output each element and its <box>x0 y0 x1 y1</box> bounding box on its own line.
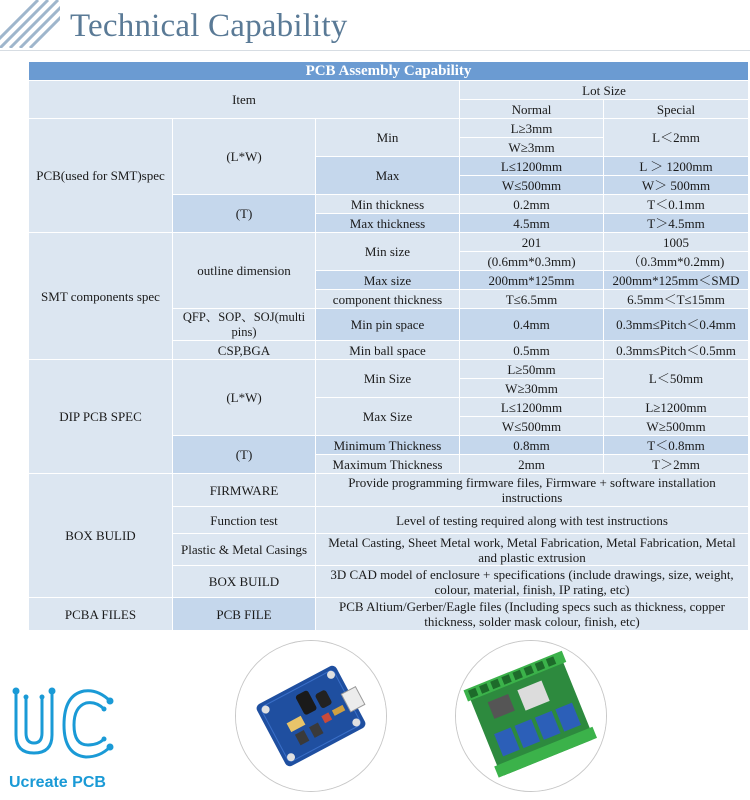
smt-csp-bga: CSP,BGA <box>173 341 316 360</box>
dip-t: (T) <box>173 436 316 474</box>
table-title: PCB Assembly Capability <box>29 62 749 81</box>
dip-min-special: L＜50mm <box>604 360 749 398</box>
pcb-smt-min-thickness-special: T＜0.1mm <box>604 195 749 214</box>
smt-qfp: QFP、SOP、SOJ(multi pins) <box>173 309 316 341</box>
capability-table <box>28 61 749 631</box>
pcb-smt-t: (T) <box>173 195 316 233</box>
item-header: Item <box>29 81 460 119</box>
box-build-desc: 3D CAD model of enclosure + specifications (include drawings, size, weight, colour, material, finish, IP rating, etc) <box>316 566 749 598</box>
smt-min-size: Min size <box>316 233 460 271</box>
smt-comp-thickness-normal: T≤6.5mm <box>460 290 604 309</box>
box-casings-desc: Metal Casting, Sheet Metal work, Metal Fabrication, Metal Fabrication, Metal and plastic extrusion <box>316 534 749 566</box>
dip-min-size: Min Size <box>316 360 460 398</box>
smt-min-size-special-1: 1005 <box>604 233 749 252</box>
box-function-test: Function test <box>173 507 316 534</box>
product-photo-blue-pcb <box>235 640 387 792</box>
pcb-smt-max: Max <box>316 157 460 195</box>
title-divider <box>0 50 750 51</box>
dip-min-thickness: Minimum Thickness <box>316 436 460 455</box>
smt-min-ball-space: Min ball space <box>316 341 460 360</box>
box-firmware-desc: Provide programming firmware files, Firmware + software installation instructions <box>316 474 749 507</box>
dip-min-thickness-normal: 0.8mm <box>460 436 604 455</box>
pcb-smt-max-normal-w: W≤500mm <box>460 176 604 195</box>
page-title: Technical Capability <box>70 8 348 44</box>
pcb-smt-max-special-l: L ＞ 1200mm <box>604 157 749 176</box>
dip-label: DIP PCB SPEC <box>29 360 173 474</box>
product-photo-relay-board <box>455 640 607 792</box>
header-stripe-decoration <box>0 0 60 48</box>
smt-min-pin-space: Min pin space <box>316 309 460 341</box>
smt-comp-thickness: component thickness <box>316 290 460 309</box>
pcb-smt-max-thickness: Max thickness <box>316 214 460 233</box>
pcb-smt-label: PCB(used for SMT)spec <box>29 119 173 233</box>
smt-min-pin-special: 0.3mm≤Pitch＜0.4mm <box>604 309 749 341</box>
dip-max-normal-l: L≤1200mm <box>460 398 604 417</box>
box-build-item: BOX BUILD <box>173 566 316 598</box>
smt-min-pin-normal: 0.4mm <box>460 309 604 341</box>
special-header: Special <box>604 100 749 119</box>
pcba-files-label: PCBA FILES <box>29 598 173 631</box>
pcb-smt-min-normal-l: L≥3mm <box>460 119 604 138</box>
pcb-smt-min-thickness-normal: 0.2mm <box>460 195 604 214</box>
dip-max-thickness-normal: 2mm <box>460 455 604 474</box>
smt-min-size-normal-1: 201 <box>460 233 604 252</box>
dip-max-special-w: W≥500mm <box>604 417 749 436</box>
smt-min-ball-special: 0.3mm≤Pitch＜0.5mm <box>604 341 749 360</box>
dip-max-size: Max Size <box>316 398 460 436</box>
smt-max-size-normal: 200mm*125mm <box>460 271 604 290</box>
box-casings: Plastic & Metal Casings <box>173 534 316 566</box>
dip-max-special-l: L≥1200mm <box>604 398 749 417</box>
smt-max-size-special: 200mm*125mm＜SMD <box>604 271 749 290</box>
smt-min-size-special-2: （0.3mm*0.2mm) <box>604 252 749 271</box>
smt-min-size-normal-2: (0.6mm*0.3mm) <box>460 252 604 271</box>
pcba-pcb-file: PCB FILE <box>173 598 316 631</box>
pcb-smt-min: Min <box>316 119 460 157</box>
box-build-label: BOX BULID <box>29 474 173 598</box>
dip-lw: (L*W) <box>173 360 316 436</box>
pcb-smt-min-normal-w: W≥3mm <box>460 138 604 157</box>
normal-header: Normal <box>460 100 604 119</box>
dip-min-normal-l: L≥50mm <box>460 360 604 379</box>
box-function-test-desc: Level of testing required along with test instructions <box>316 507 749 534</box>
smt-max-size: Max size <box>316 271 460 290</box>
pcba-pcb-file-desc: PCB Altium/Gerber/Eagle files (Including specs such as thickness, copper thickness, solder mask colour, finish, etc) <box>316 598 749 631</box>
pcb-smt-max-thickness-normal: 4.5mm <box>460 214 604 233</box>
lot-size-header: Lot Size <box>460 81 749 100</box>
dip-min-normal-w: W≥30mm <box>460 379 604 398</box>
dip-max-thickness: Maximum Thickness <box>316 455 460 474</box>
smt-outline-dimension: outline dimension <box>173 233 316 309</box>
smt-comp-label: SMT components spec <box>29 233 173 360</box>
pcb-smt-max-normal-l: L≤1200mm <box>460 157 604 176</box>
dip-min-thickness-special: T＜0.8mm <box>604 436 749 455</box>
logo-text: Ucreate PCB <box>9 774 106 791</box>
pcb-smt-max-thickness-special: T＞4.5mm <box>604 214 749 233</box>
smt-comp-thickness-special: 6.5mm＜T≤15mm <box>604 290 749 309</box>
ucreate-logo <box>8 683 128 793</box>
smt-min-ball-normal: 0.5mm <box>460 341 604 360</box>
pcb-smt-max-special-w: W＞ 500mm <box>604 176 749 195</box>
box-firmware: FIRMWARE <box>173 474 316 507</box>
pcb-smt-min-special: L＜2mm <box>604 119 749 157</box>
dip-max-thickness-special: T＞2mm <box>604 455 749 474</box>
pcb-smt-lw: (L*W) <box>173 119 316 195</box>
dip-max-normal-w: W≤500mm <box>460 417 604 436</box>
pcb-smt-min-thickness: Min thickness <box>316 195 460 214</box>
